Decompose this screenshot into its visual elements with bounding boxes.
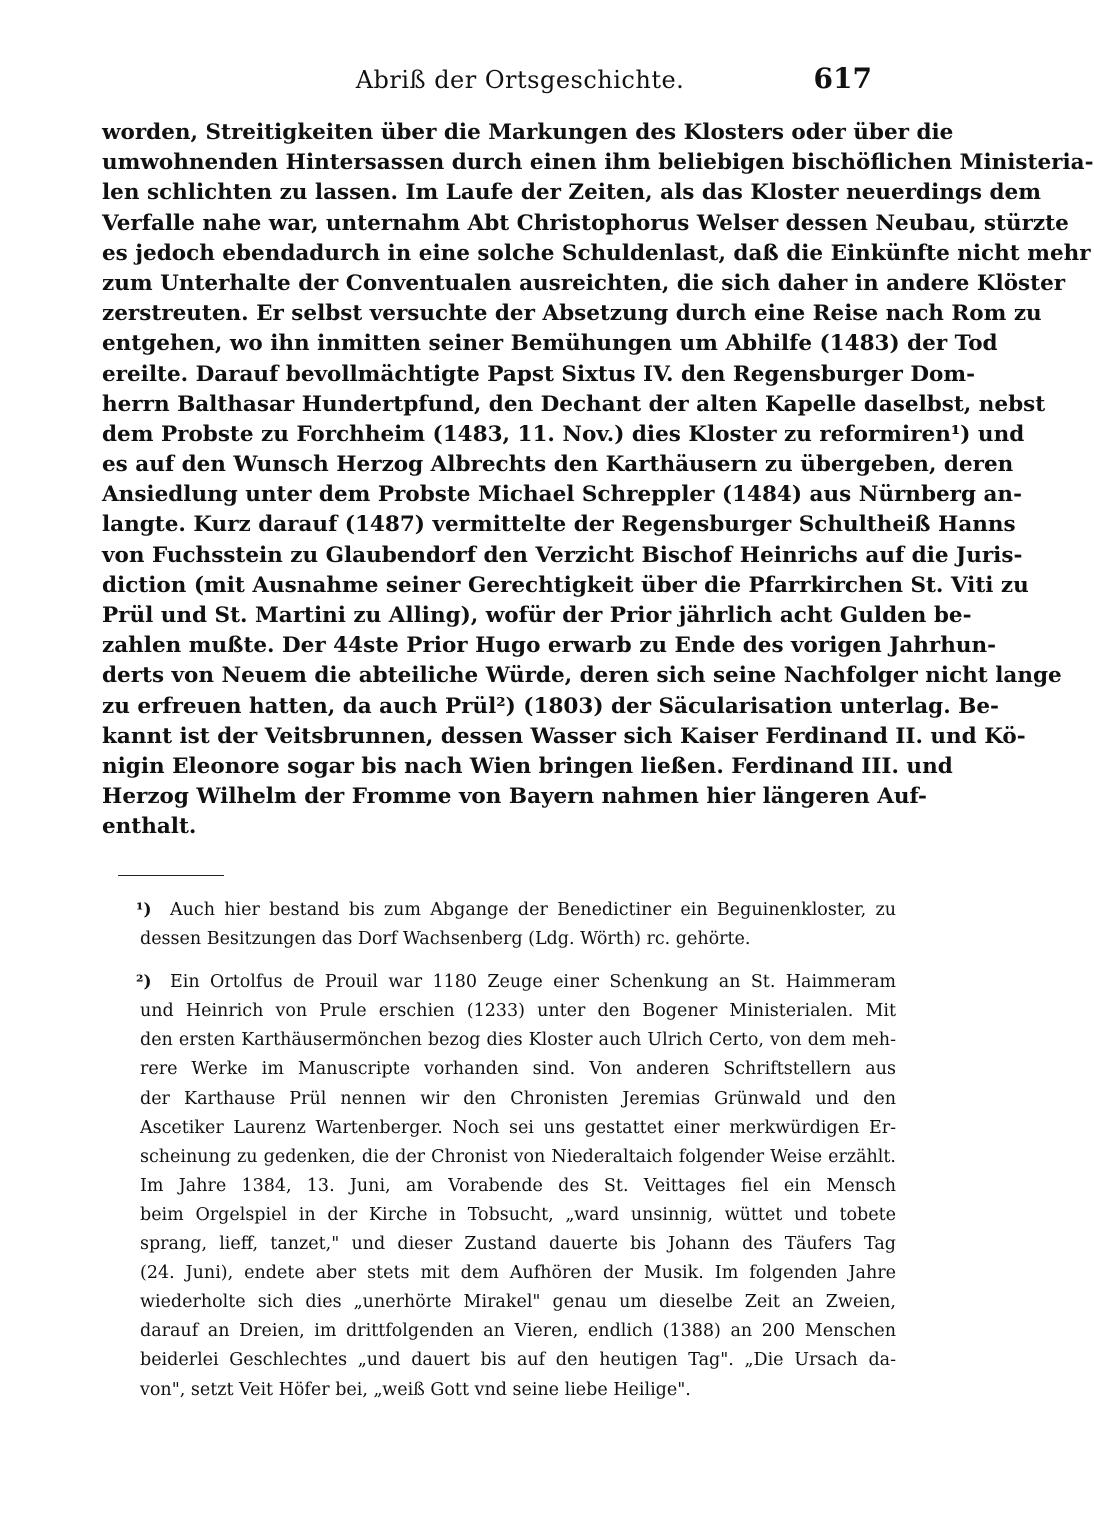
text-line: zahlen mußte. Der 44ste Prior Hugo erwarb zu Ende des vorigen Jahrhun- bbox=[102, 633, 997, 659]
text-line: enthalt. bbox=[102, 814, 197, 840]
text-line: zu erfreuen hatten, da auch Prül²) (1803) der Säcularisation unterlag. Be- bbox=[102, 693, 999, 719]
text-line: Ansiedlung unter dem Probste Michael Schreppler (1484) aus Nürnberg an- bbox=[102, 482, 1022, 508]
text-line: langte. Kurz darauf (1487) vermittelte der Regensburger Schultheiß Hanns bbox=[102, 512, 1016, 538]
text-line: zum Unterhalte der Conventualen ausreichten, die sich daher in andere Klöster bbox=[102, 270, 1066, 296]
text-line: von Fuchsstein zu Glaubendorf den Verzicht Bischof Heinrichs auf die Juris- bbox=[102, 542, 1023, 568]
text-line: nigin Eleonore sogar bis nach Wien bringen ließen. Ferdinand III. und bbox=[102, 753, 953, 779]
main-text-block bbox=[102, 118, 1094, 843]
text-line: worden, Streitigkeiten über die Markungen des Klosters oder über die bbox=[102, 120, 954, 145]
text-line: herrn Balthasar Hundertpfund, den Dechant der alten Kapelle daselbst, nebst bbox=[102, 391, 1046, 417]
text-line: ereilte. Darauf bevollmächtigte Papst Sixtus IV. den Regensburger Dom- bbox=[102, 361, 975, 387]
text-line: zerstreuten. Er selbst versuchte der Absetzung durch eine Reise nach Rom zu bbox=[102, 301, 1042, 327]
text-line: Prül und St. Martini zu Alling), wofür der Prior jährlich acht Gulden be- bbox=[102, 603, 972, 628]
footnote-line: den ersten Karthäusermönchen bezog dies Kloster auch Ulrich Certo, von dem meh- bbox=[140, 1030, 896, 1051]
footnote-line: Im Jahre 1384, 13. Juni, am Vorabende des St. Veittages fiel ein Mensch bbox=[140, 1175, 896, 1196]
footnote-line: Ein Ortolfus de Prouil war 1180 Zeuge einer Schenkung an St. Haimmeram bbox=[170, 972, 896, 993]
footnotes-block bbox=[136, 896, 896, 1419]
footnote-line: von", setzt Veit Höfer bei, „weiß Gott vnd seine liebe Heilige". bbox=[140, 1379, 691, 1400]
footnote-line: sprang, lieff, tanzet," und dieser Zustand dauerte bis Johann des Täufers Tag bbox=[140, 1234, 896, 1255]
text-line: entgehen, wo ihn inmitten seiner Bemühungen um Abhilfe (1483) der Tod bbox=[102, 331, 998, 357]
text-line: Verfalle nahe war, unternahm Abt Christophorus Welser dessen Neubau, stürzte bbox=[102, 210, 1069, 236]
text-line: len schlichten zu lassen. Im Laufe der Zeiten, als das Kloster neuerdings dem bbox=[102, 180, 1041, 206]
footnote-line: beim Orgelspiel in der Kirche in Tobsucht, „ward unsinnig, wüttet und tobete bbox=[140, 1204, 896, 1225]
footnote-line: Auch hier bestand bis zum Abgange der Benedictiner ein Beguinenkloster, zu bbox=[170, 900, 896, 920]
footnote-line: beiderlei Geschlechtes „und dauert bis auf den heutigen Tag". „Die Ursach da- bbox=[140, 1350, 896, 1371]
text-line: kannt ist der Veitsbrunnen, dessen Wasser sich Kaiser Ferdinand II. und Kö- bbox=[102, 723, 1026, 749]
text-line: Herzog Wilhelm der Fromme von Bayern nahmen hier längeren Auf- bbox=[102, 784, 927, 810]
footnote-line: und Heinrich von Prule erschien (1233) unter den Bogener Ministerialen. Mit bbox=[140, 1001, 896, 1022]
footnote-1 bbox=[136, 896, 896, 954]
text-line: es auf den Wunsch Herzog Albrechts den Karthäusern zu übergeben, deren bbox=[102, 452, 1014, 478]
footnote-marker: ¹) bbox=[136, 900, 152, 920]
footnote-separator-rule bbox=[118, 875, 224, 876]
text-line: derts von Neuem die abteiliche Würde, deren sich seine Nachfolger nicht lange bbox=[102, 663, 1062, 689]
footnote-line: rere Werke im Manuscripte vorhanden sind. Von anderen Schriftstellern aus bbox=[140, 1059, 896, 1080]
footnote-line: scheinung zu gedenken, die der Chronist von Niederaltaich folgender Weise erzählt. bbox=[140, 1146, 896, 1167]
text-line: es jedoch ebendadurch in eine solche Schuldenlast, daß die Einkünfte nicht mehr bbox=[102, 240, 1091, 266]
text-line: umwohnenden Hintersassen durch einen ihm beliebigen bischöflichen Ministeria- bbox=[102, 150, 1094, 176]
footnote-2 bbox=[136, 968, 896, 1404]
footnote-marker: ²) bbox=[136, 972, 152, 993]
text-line: diction (mit Ausnahme seiner Gerechtigkeit über die Pfarrkirchen St. Viti zu bbox=[102, 572, 1029, 598]
page-number: 617 bbox=[813, 62, 872, 95]
footnote-line: Ascetiker Laurenz Wartenberger. Noch sei uns gestattet einer merkwürdigen Er- bbox=[140, 1117, 896, 1138]
footnote-line: (24. Juni), endete aber stets mit dem Aufhören der Musik. Im folgenden Jahre bbox=[140, 1263, 896, 1284]
page-header bbox=[0, 62, 1000, 102]
footnote-line: darauf an Dreien, im drittfolgenden an Vieren, endlich (1388) an 200 Menschen bbox=[140, 1321, 896, 1342]
footnote-line: dessen Besitzungen das Dorf Wachsenberg (Ldg. Wörth) rc. gehörte. bbox=[140, 929, 751, 950]
running-title: Abriß der Ortsgeschichte. bbox=[355, 66, 685, 94]
text-line: dem Probste zu Forchheim (1483, 11. Nov.) dies Kloster zu reformiren¹) und bbox=[102, 421, 1025, 447]
footnote-line: wiederholte sich dies „unerhörte Mirakel" genau um dieselbe Zeit an Zweien, bbox=[140, 1292, 896, 1313]
footnote-line: der Karthause Prül nennen wir den Chronisten Jeremias Grünwald und den bbox=[140, 1088, 896, 1109]
